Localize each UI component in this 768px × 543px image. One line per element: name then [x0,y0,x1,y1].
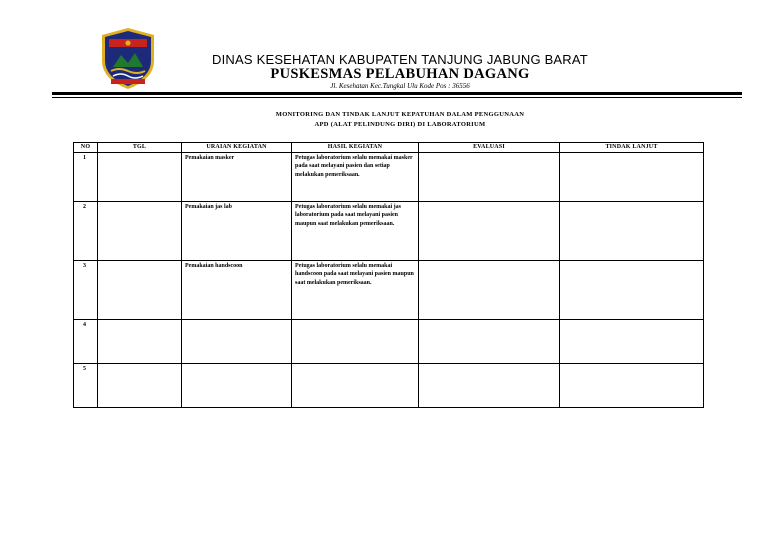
cell-no: 3 [74,260,98,319]
header-agency-name: DINAS KESEHATAN KABUPATEN TANJUNG JABUNG BARAT [212,52,588,67]
cell-tgl [98,152,182,201]
cell-evaluasi [419,201,560,260]
table-row [74,152,704,201]
document-title-line1: MONITORING DAN TINDAK LANJUT KEPATUHAN DALAM PENGGUNAAN [275,111,525,118]
cell-tindak-lanjut [560,363,704,407]
cell-no: 5 [74,363,98,407]
header-uraian-kegiatan: URAIAN KEGIATAN [182,143,292,153]
cell-evaluasi [419,319,560,363]
cell-tindak-lanjut [560,260,704,319]
cell-tindak-lanjut [560,319,704,363]
cell-hasil: Petugas laboratorium selalu memakai masker pada saat melayani pasien dan setiap melakukan pemeriksaan. [292,152,419,201]
cell-tindak-lanjut [560,201,704,260]
table-header-row [74,143,704,153]
cell-hasil [292,319,419,363]
cell-hasil: Petugas laboratorium selalu memakai handscoon pada saat melayani pasien maupun saat melakukan pemeriksaan. [292,260,419,319]
document-title-line2: APD (ALAT PELINDUNG DIRI) DI LABORATORIUM [314,121,486,128]
cell-uraian [182,363,292,407]
table-row [74,363,704,407]
cell-evaluasi [419,260,560,319]
header-tgl: TGL [98,143,182,153]
cell-evaluasi [419,363,560,407]
header-no: NO [74,143,98,153]
table-row [74,201,704,260]
monitoring-table [73,142,704,408]
cell-tgl [98,319,182,363]
cell-tindak-lanjut [560,152,704,201]
table-row [74,319,704,363]
cell-tgl [98,260,182,319]
header-divider-thin [52,97,742,98]
header-address: Jl. Kesehatan Kec.Tungkal Ulu Kode Pos : 36556 [330,82,470,90]
emblem-star [125,40,130,45]
cell-uraian: Pemakaian handscoon [182,260,292,319]
header-tindak-lanjut: TINDAK LANJUT [560,143,704,153]
header-puskesmas-name: PUSKESMAS PELABUHAN DAGANG [270,66,530,82]
cell-no: 2 [74,201,98,260]
cell-hasil [292,363,419,407]
header-evaluasi: EVALUASI [419,143,560,153]
cell-hasil: Petugas laboratorium selalu memakai jas laboratorium pada saat melayani pasien maupun saat melakukan pemeriksaan. [292,201,419,260]
cell-uraian: Pemakaian masker [182,152,292,201]
cell-tgl [98,363,182,407]
cell-uraian: Pemakaian jas lab [182,201,292,260]
cell-uraian [182,319,292,363]
header-hasil-kegiatan: HASIL KEGIATAN [292,143,419,153]
header-divider-thick [52,92,742,95]
table-row [74,260,704,319]
cell-no: 4 [74,319,98,363]
cell-evaluasi [419,152,560,201]
cell-tgl [98,201,182,260]
cell-no: 1 [74,152,98,201]
